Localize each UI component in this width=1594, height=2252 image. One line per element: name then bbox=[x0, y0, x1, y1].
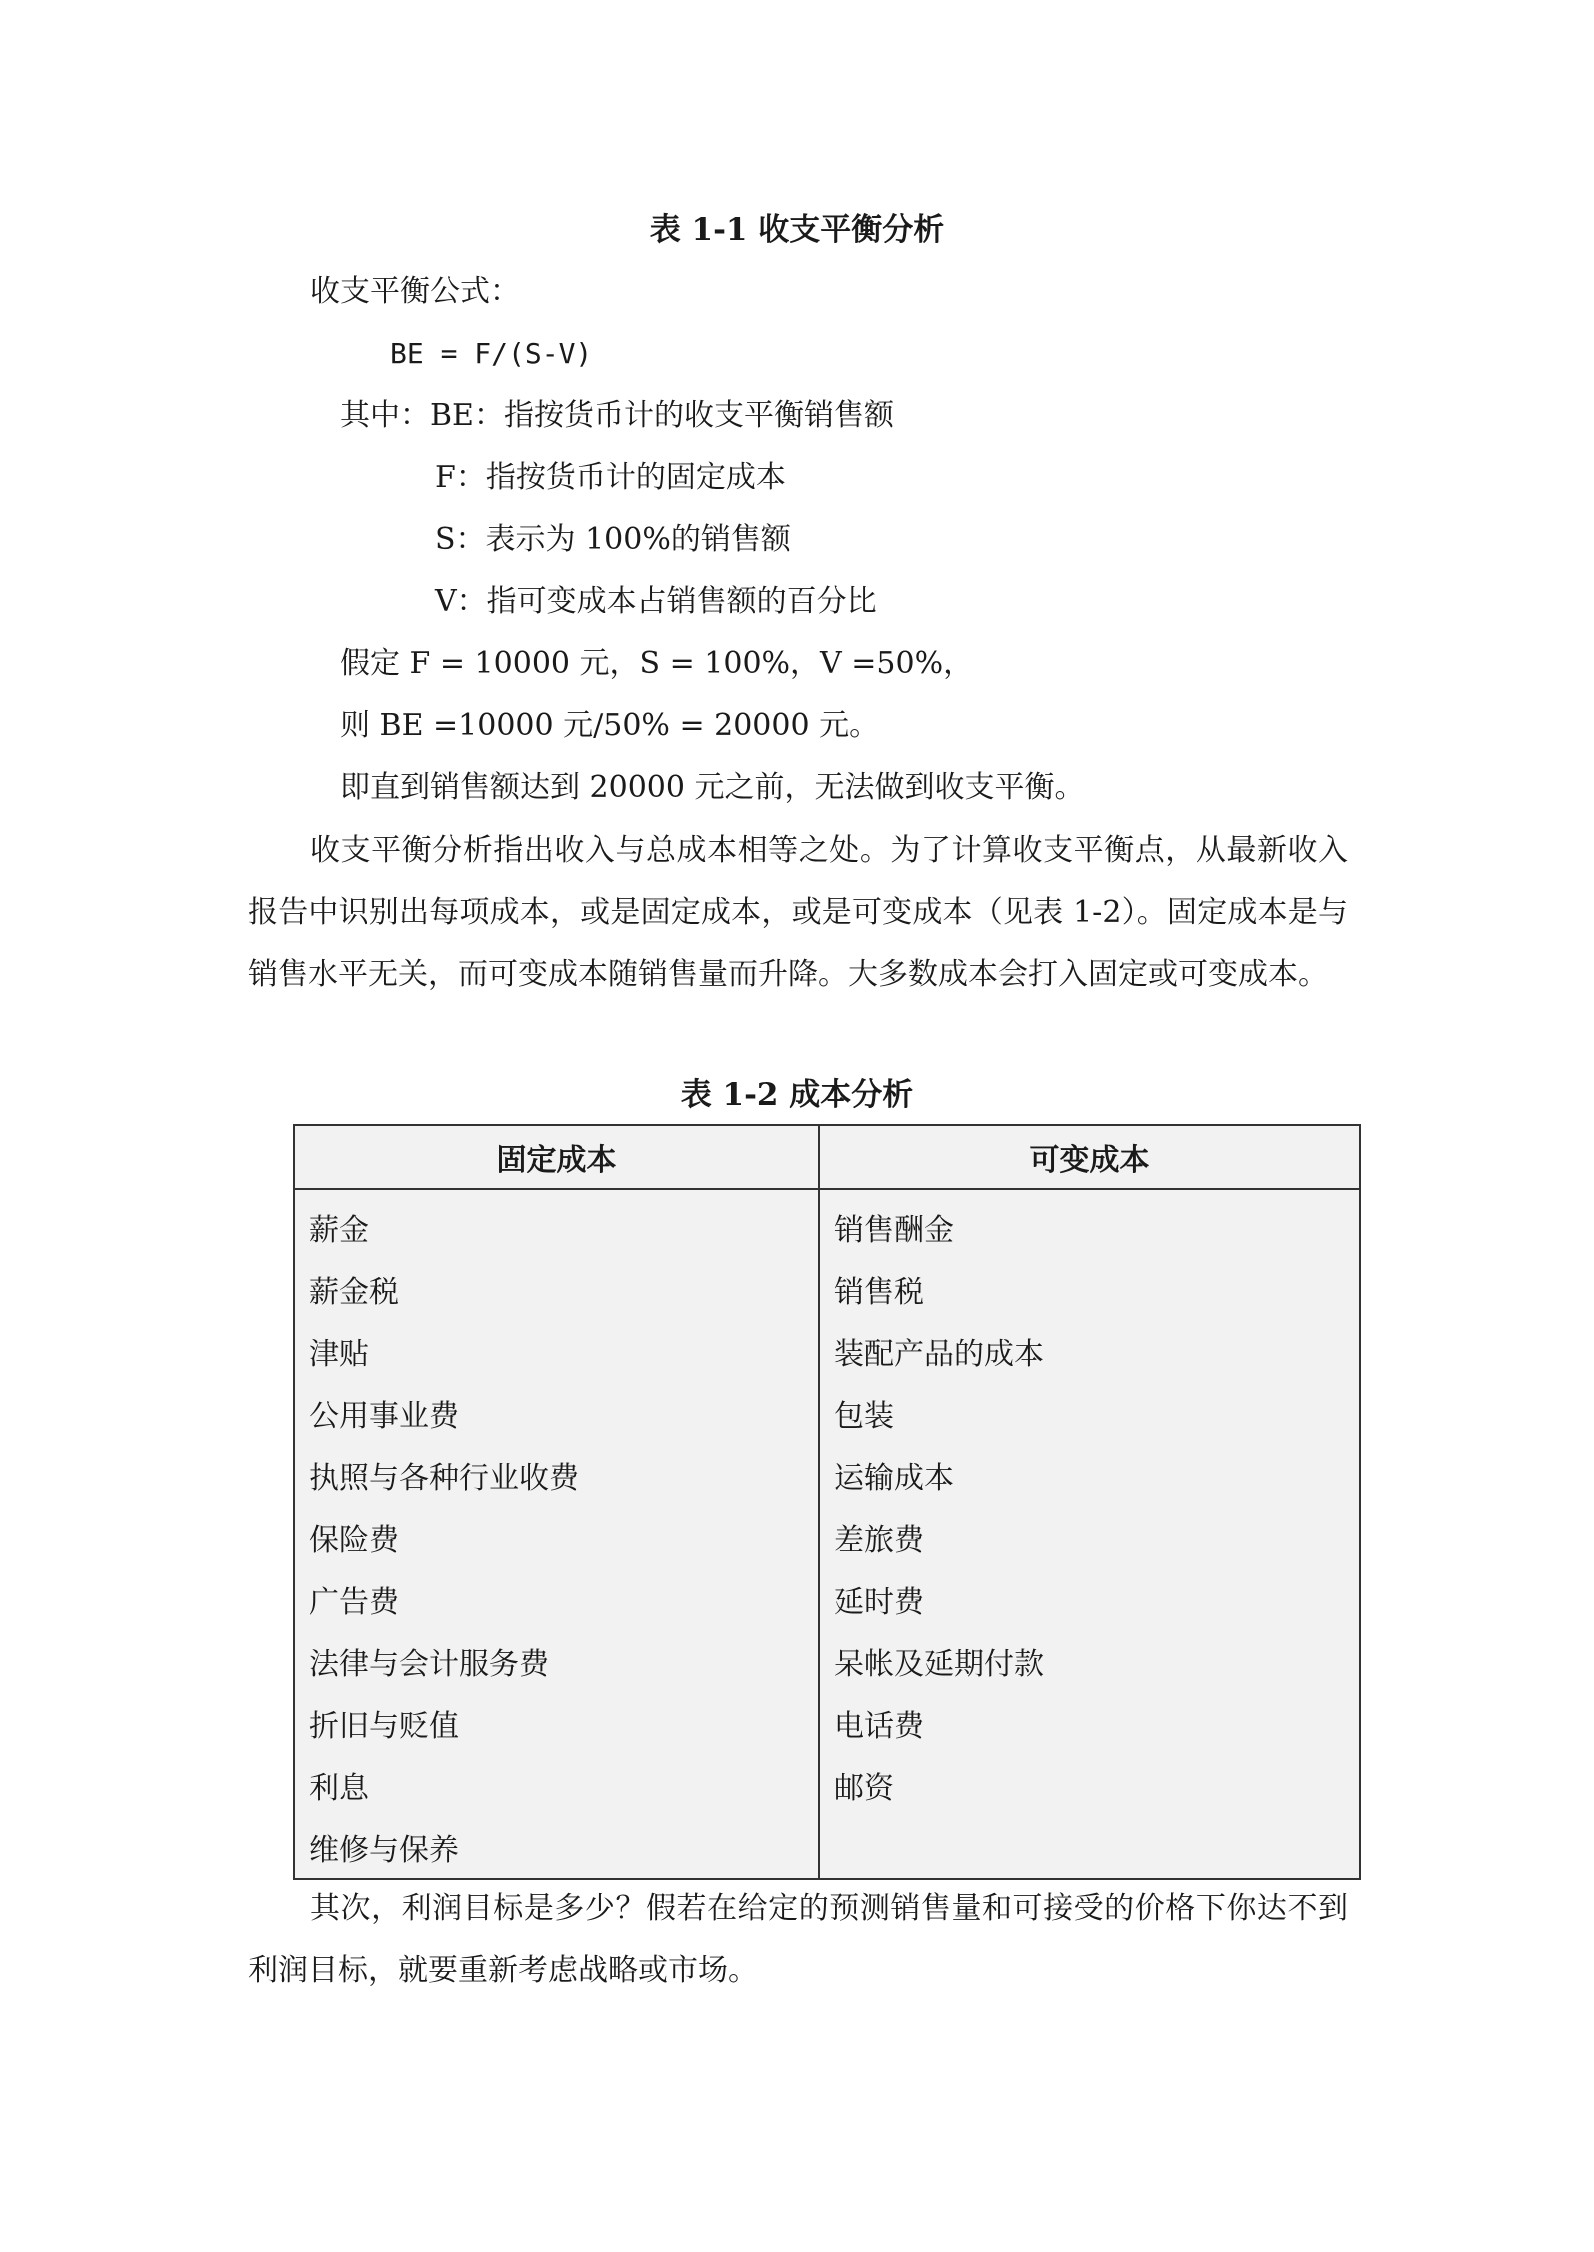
fixed-cost-cell: 执照与各种行业收费 bbox=[294, 1444, 819, 1506]
fixed-cost-cell: 公用事业费 bbox=[294, 1382, 819, 1444]
fixed-cost-cell: 法律与会计服务费 bbox=[294, 1630, 819, 1692]
header-fixed-cost: 固定成本 bbox=[294, 1125, 819, 1189]
table-row bbox=[294, 1506, 1360, 1568]
variable-cost-cell bbox=[819, 1816, 1360, 1879]
table-header-row bbox=[294, 1125, 1360, 1189]
fixed-cost-cell: 折旧与贬值 bbox=[294, 1692, 819, 1754]
variable-cost-cell: 装配产品的成本 bbox=[819, 1320, 1360, 1382]
table-row bbox=[294, 1754, 1360, 1816]
variable-cost-cell: 电话费 bbox=[819, 1692, 1360, 1754]
definition-v: V：指可变成本占销售额的百分比 bbox=[435, 584, 877, 619]
fixed-cost-cell: 薪金税 bbox=[294, 1258, 819, 1320]
definition-s: S：表示为 100%的销售额 bbox=[435, 522, 791, 557]
table-row bbox=[294, 1630, 1360, 1692]
table-row bbox=[294, 1382, 1360, 1444]
conclusion: 即直到销售额达到 20000 元之前，无法做到收支平衡。 bbox=[340, 770, 1085, 805]
fixed-cost-cell: 广告费 bbox=[294, 1568, 819, 1630]
variable-cost-cell: 销售酬金 bbox=[819, 1189, 1360, 1258]
table-row bbox=[294, 1816, 1360, 1879]
variable-cost-cell: 运输成本 bbox=[819, 1444, 1360, 1506]
variable-cost-cell: 销售税 bbox=[819, 1258, 1360, 1320]
table-row bbox=[294, 1444, 1360, 1506]
fixed-cost-cell: 维修与保养 bbox=[294, 1816, 819, 1879]
formula-label: 收支平衡公式： bbox=[310, 274, 520, 309]
cost-analysis-table bbox=[293, 1124, 1361, 1880]
header-variable-cost: 可变成本 bbox=[819, 1125, 1360, 1189]
variable-cost-cell: 延时费 bbox=[819, 1568, 1360, 1630]
table-row bbox=[294, 1320, 1360, 1382]
variable-cost-cell: 包装 bbox=[819, 1382, 1360, 1444]
fixed-cost-cell: 津贴 bbox=[294, 1320, 819, 1382]
table-row bbox=[294, 1189, 1360, 1258]
fixed-cost-cell: 利息 bbox=[294, 1754, 819, 1816]
assumption: 假定 F = 10000 元，S = 100%，V =50%， bbox=[340, 646, 974, 681]
table-row bbox=[294, 1568, 1360, 1630]
variable-cost-cell: 差旅费 bbox=[819, 1506, 1360, 1568]
variable-cost-cell: 邮资 bbox=[819, 1754, 1360, 1816]
fixed-cost-cell: 薪金 bbox=[294, 1189, 819, 1258]
table-row bbox=[294, 1692, 1360, 1754]
table-row bbox=[294, 1258, 1360, 1320]
result: 则 BE =10000 元/50% = 20000 元。 bbox=[340, 708, 880, 743]
closing-paragraph: 其次，利润目标是多少？假若在给定的预测销售量和可接受的价格下你达不到利润目标，就要重新考虑战略或市场。 bbox=[248, 1891, 1348, 1988]
definition-be: 其中：BE：指按货币计的收支平衡销售额 bbox=[340, 398, 894, 433]
table-1-2-title: 表 1-2 成本分析 bbox=[680, 1077, 914, 1113]
definition-f: F：指按货币计的固定成本 bbox=[435, 460, 786, 495]
variable-cost-cell: 呆帐及延期付款 bbox=[819, 1630, 1360, 1692]
breakeven-paragraph: 收支平衡分析指出收入与总成本相等之处。为了计算收支平衡点，从最新收入报告中识别出每项成本，或是固定成本，或是可变成本（见表 1-2）。固定成本是与销售水平无关，而可变成本随销售量而升降。大多数成本会打入固定或可变成本。 bbox=[248, 833, 1348, 992]
table-1-1-title: 表 1-1 收支平衡分析 bbox=[649, 212, 945, 248]
fixed-cost-cell: 保险费 bbox=[294, 1506, 819, 1568]
formula: BE = F/(S-V) bbox=[390, 337, 593, 370]
